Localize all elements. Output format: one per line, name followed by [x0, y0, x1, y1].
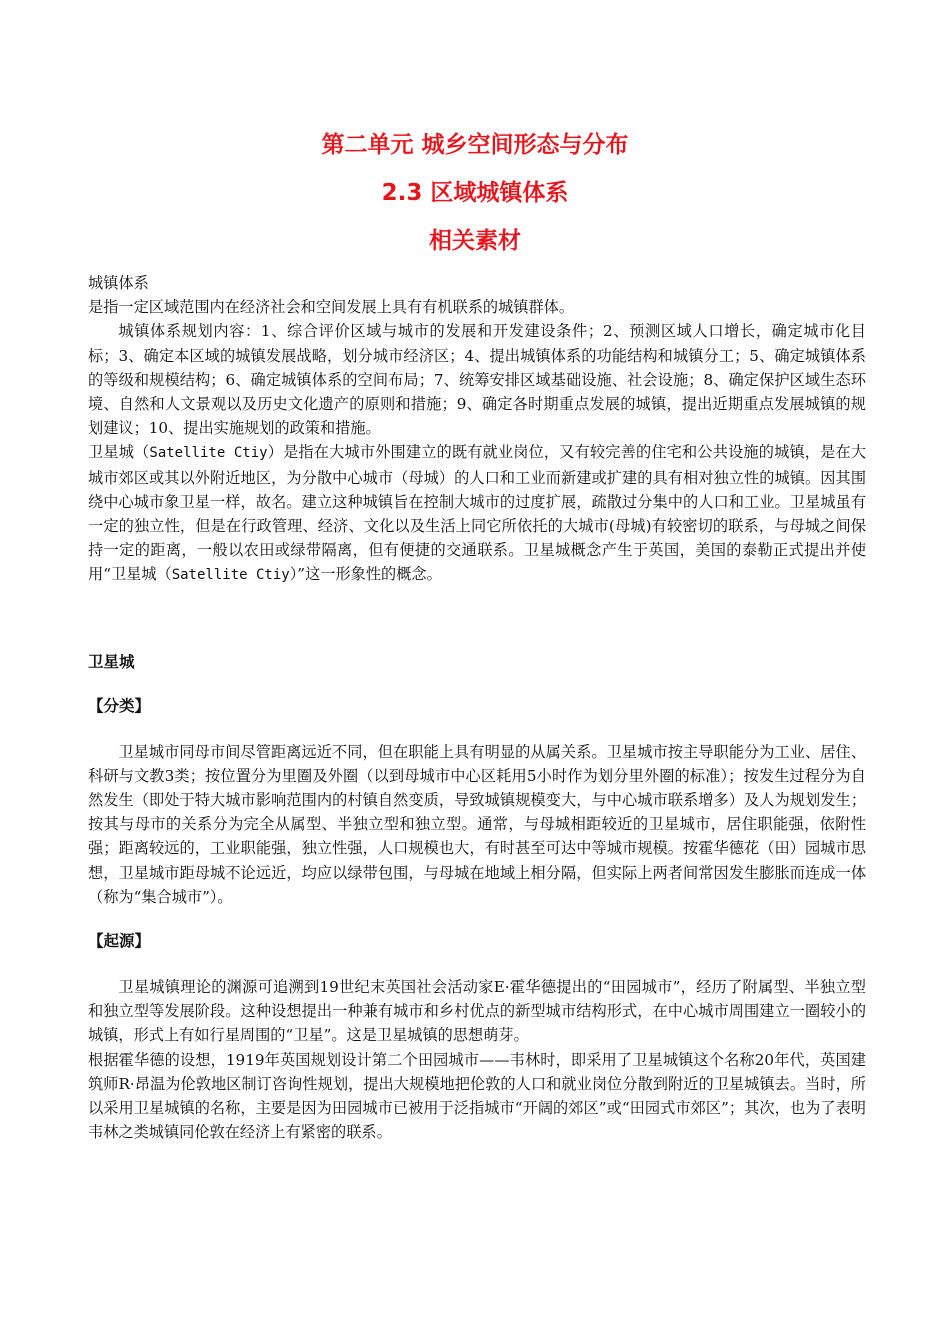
section-title: 2.3 区域城镇体系	[381, 180, 569, 206]
term-label: 城镇体系	[88, 274, 149, 292]
satellite-text-part-2: ）是指在大城市外围建立的既有就业岗位，又有较完善的住宅和公共设施的城镇，是在大城市郊区或其以外附近地区，为分散中心城市（母城）的人口和工业而新建或扩建的具有相对独立性的城镇。因其围绕中心城市象卫星一样，故名。建立这种城镇旨在控制大城市的过度扩展，疏散过分集中的人口和工业。卫星城虽有一定的独立性，但是在行政管理、经济、文化以及生活上同它所依托的大城市(母城)有较密切的联系，与母城之间保持一定的距离，一般以农田或绿带隔离，但有便捷的交通联系。卫星城概念产生于英国，美国的泰勒正式提出并使用“卫星城（	[88, 443, 867, 584]
satellite-english-term-2: Satellite Ctiy	[171, 567, 290, 584]
title-block	[0, 130, 950, 274]
origin-paragraph-1: 卫星城镇理论的渊源可追溯到19世纪末英国社会活动家E·霍华德提出的“田园城市”，经历了附属型、半独立型和独立型等发展阶段。这种设想提出一种兼有城市和乡村优点的新型城市结构形式，在中心城市周围建立一圈较小的城镇，形式上有如行星周围的“卫星”。这是卫星城镇的思想萌芽。	[88, 978, 866, 1045]
satellite-text-part-1: 卫星城（	[88, 443, 150, 462]
document-body	[88, 271, 866, 1144]
unit-title: 第二单元 城乡空间形态与分布	[321, 132, 629, 158]
term-definition: 是指一定区域范围内在经济社会和空间发展上具有有机联系的城镇群体。	[88, 298, 574, 317]
satellite-english-term-1: Satellite Ctiy	[149, 445, 268, 462]
origin-paragraph-2: 根据霍华德的设想，1919年英国规划设计第二个田园城市——韦林时，即采用了卫星城镇这个名称20年代，英国建筑师R·昂温为伦敦地区制订咨询性规划，提出大规模地把伦敦的人口和就业岗位分散到附近的卫星城镇去。当时，所以采用卫星城镇的名称，主要是因为田园城市已被用于泛指城市“开阔的郊区”或“田园式市郊区”；其次，也为了表明韦林之类城镇同伦敦在经济上有紧密的联系。	[88, 1050, 866, 1142]
classification-paragraph: 卫星城市同母市间尽管距离远近不同，但在职能上具有明显的从属关系。卫星城市按主导职能分为工业、居住、科研与文教3类；按位置分为里圈及外圈（以到母城市中心区耗用5小时作为划分里外圈的标准）；按发生过程分为自然发生（即处于特大城市影响范围内的村镇自然变质，导致城镇规模变大，与中心城市联系增多）及人为规划发生；按其与母市的关系分为完全从属型、半独立型和独立型。通常，与母城相距较近的卫星城市，居住职能强，依附性强；距离较远的，工业职能强，独立性强，人口规模也大，有时甚至可达中等城市规模。按霍华德花（田）园城市思想，卫星城市距母城不论远近，均应以绿带包围，与母城在地域上相分隔，但实际上两者间常因发生膨胀而连成一体（称为“集合城市”）。	[88, 742, 866, 906]
satellite-text-part-3: ）”这一形象性的概念。	[289, 565, 442, 584]
planning-paragraph: 城镇体系规划内容：1、综合评价区域与城市的发展和开发建设条件；2、预测区域人口增长，确定城市化目标；3、确定本区域的城镇发展战略，划分城市经济区；4、提出城镇体系的功能结构和城镇分工；5、确定城镇体系的等级和规模结构；6、确定城镇体系的空间布局；7、统筹安排区域基础设施、社会设施；8、确定保护区域生态环境、自然和人文景观以及历史文化遗产的原则和措施；9、确定各时期重点发展的城镇，提出近期重点发展城镇的规划建议；10、提出实施规划的政策和措施。	[88, 322, 866, 438]
origin-heading: 【起源】	[88, 932, 151, 951]
classification-heading: 【分类】	[88, 696, 151, 715]
material-title: 相关素材	[429, 228, 521, 254]
satellite-heading: 卫星城	[88, 652, 135, 671]
satellite-definition-paragraph	[88, 440, 866, 587]
